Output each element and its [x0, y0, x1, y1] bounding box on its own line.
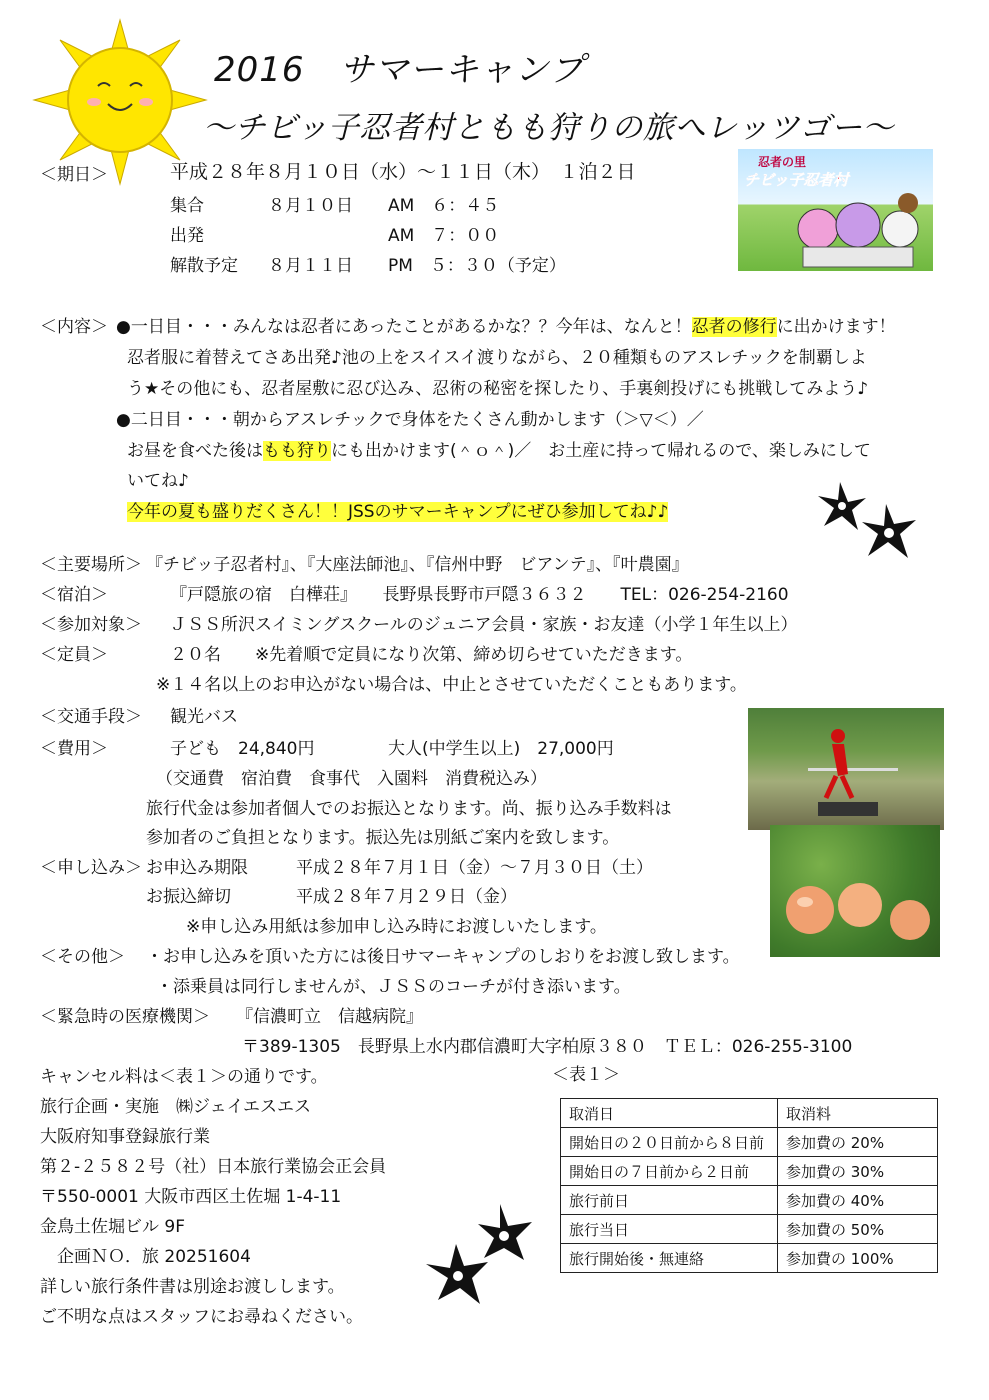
- day2-text-post: にも出かけます(＾ｏ＾)／ お土産に持って帰れるので、楽しみにして: [331, 441, 871, 461]
- schedule-row-name: 集合: [170, 196, 204, 216]
- table-cell: 参加費の 100%: [778, 1244, 938, 1273]
- content-day1-line3: う★その他にも、忍者屋敷に忍び込み、忍術の秘密を探したり、手裏剣投げにも挑戦してみよう♪: [127, 379, 869, 399]
- content-label: ＜内容＞: [40, 317, 108, 337]
- invite-highlight: 今年の夏も盛りだくさん！！JSSのサマーキャンプにぜひ参加してね♪♪: [127, 502, 669, 522]
- day2-text-pre: お昼を食べた後は: [127, 441, 263, 461]
- medical-address: 〒389-1305 長野県上水内郡信濃町大字柏原３８０ ＴＥＬ：026-255-3100: [242, 1037, 853, 1057]
- apply-payment: 平成２８年７月２９日（金）: [296, 887, 517, 907]
- schedule-date: 平成２８年８月１０日（水）～１１日（木） １泊２日: [170, 161, 636, 183]
- table-cell: 旅行当日: [561, 1215, 778, 1244]
- schedule-row-date: ８月１１日: [268, 256, 353, 276]
- table-caption: ＜表１＞: [552, 1065, 620, 1085]
- other-label: ＜その他＞: [40, 947, 125, 967]
- info-label-capacity: ＜定員＞: [40, 645, 108, 665]
- info-text-capacity: ２０名 ※先着順で定員になり次第、締め切らせていただきます。: [170, 645, 693, 665]
- table-row: [561, 1215, 938, 1244]
- table-header-cell: 取消料: [778, 1099, 938, 1128]
- day1-text-post: に出かけます！: [776, 317, 896, 337]
- schedule-row-date: ８月１０日: [268, 196, 353, 216]
- table-header-cell: 取消日: [561, 1099, 778, 1128]
- info-text-target: ＪＳＳ所沢スイミングスクールのジュニア会員・家族・お友達（小学１年生以上）: [170, 615, 798, 635]
- schedule-label: ＜期日＞: [40, 165, 108, 185]
- footer-line: 詳しい旅行条件書は別途お渡しします。: [40, 1277, 345, 1297]
- ninja-logo-top: 忍者の里: [758, 155, 807, 169]
- content-highlight-line: [127, 497, 668, 522]
- footer-line: 〒550-0001 大阪市西区土佐堀 1-4-11: [40, 1187, 342, 1207]
- schedule-row-name: 出発: [170, 226, 204, 246]
- content-day2-line3: いてね♪: [127, 471, 189, 491]
- shuriken-icon: [420, 1200, 550, 1310]
- ninja-logo-main: チビッ子忍者村: [744, 171, 849, 189]
- content-day2-line1: ●二日目・・・朝からアスレチックで身体をたくさん動かします（＞▽＜）／: [116, 410, 704, 430]
- table-cell: 開始日の２０日前から８日前: [561, 1128, 778, 1157]
- cancel-fee-table: [560, 1098, 938, 1273]
- peach-icon: [775, 860, 935, 955]
- fee-note-2: 参加者のご負担となります。振込先は別紙ご案内を致します。: [146, 828, 620, 848]
- table-row: [561, 1186, 938, 1215]
- fee-includes: （交通費 宿泊費 食事代 入園料 消費税込み）: [156, 769, 547, 789]
- fee-adult: 大人(中学生以上) 27,000円: [388, 739, 614, 759]
- table-header-row: [561, 1099, 938, 1128]
- ninja-characters-icon: [788, 189, 933, 271]
- content-day2-line2: [127, 436, 871, 461]
- footer-line: 第２-２５８２号（社）日本旅行業協会正会員: [40, 1157, 387, 1177]
- footer-line: 大阪府知事登録旅行業: [40, 1127, 210, 1147]
- table-cell: 開始日の７日前から２日前: [561, 1157, 778, 1186]
- ninja-athletic-photo: [748, 708, 944, 830]
- table-cell: 参加費の 40%: [778, 1186, 938, 1215]
- shuriken-icon: [812, 476, 922, 566]
- schedule-row-time: AM ７：００: [388, 226, 500, 246]
- table-cell: 参加費の 20%: [778, 1128, 938, 1157]
- content-day1-line1: [116, 312, 896, 337]
- info-label-target: ＜参加対象＞: [40, 615, 142, 635]
- page-subtitle: ～チビッ子忍者村ともも狩りの旅へレッツゴー～: [203, 110, 894, 146]
- info-text-lodging: 『戸隠旅の宿 白樺荘』 長野県長野市戸隠３６３２ TEL：026-254-2160: [170, 585, 789, 605]
- medical-name: 『信濃町立 信越病院』: [236, 1007, 423, 1027]
- table-cell: 参加費の 50%: [778, 1215, 938, 1244]
- day1-highlight: 忍者の修行: [691, 317, 777, 337]
- table-cell: 旅行前日: [561, 1186, 778, 1215]
- other-item-2: ・添乗員は同行しませんが、ＪＳＳのコーチが付き添います。: [156, 977, 631, 997]
- fee-label: ＜費用＞: [40, 739, 108, 759]
- page-title: 2016 サマーキャンプ: [214, 50, 585, 90]
- apply-note: ※申し込み用紙は参加申し込み時にお渡しいたします。: [186, 917, 607, 937]
- ninja-athlete-icon: [808, 718, 898, 828]
- schedule-row-name: 解散予定: [170, 256, 238, 276]
- table-row: [561, 1244, 938, 1273]
- table-row: [561, 1157, 938, 1186]
- table-cell: 旅行開始後・無連絡: [561, 1244, 778, 1273]
- apply-label: ＜申し込み＞: [40, 858, 142, 878]
- table-row: [561, 1128, 938, 1157]
- footer-line: 金鳥土佐堀ビル 9F: [40, 1217, 185, 1237]
- day2-highlight: もも狩り: [263, 441, 331, 461]
- medical-label: ＜緊急時の医療機関＞: [40, 1007, 210, 1027]
- apply-deadline-label: お申込み期限: [146, 858, 248, 878]
- transport-text: 観光バス: [170, 707, 238, 727]
- footer-line: 企画ＮＯ．旅 20251604: [40, 1247, 251, 1267]
- fee-child: 子ども 24,840円: [170, 739, 315, 759]
- info-label-lodging: ＜宿泊＞: [40, 585, 108, 605]
- other-item-1: ・お申し込みを頂いた方には後日サマーキャンプのしおりをお渡し致します。: [146, 947, 740, 967]
- content-day1-line2: 忍者服に着替えてさあ出発♪池の上をスイスイ渡りながら、２０種類ものアスレチックを制覇しよ: [127, 348, 867, 368]
- info-label-places: ＜主要場所＞: [40, 555, 142, 575]
- peach-photo: [770, 825, 940, 957]
- table-cell: 参加費の 30%: [778, 1157, 938, 1186]
- capacity-note: ※１４名以上のお申込がない場合は、中止とさせていただくこともあります。: [156, 675, 747, 695]
- schedule-row-time: AM ６：４５: [388, 196, 500, 216]
- cancel-note: キャンセル料は＜表１＞の通りです。: [40, 1067, 328, 1087]
- ninja-village-image: [738, 149, 933, 271]
- schedule-row-time: PM ５：３０（予定）: [388, 256, 566, 276]
- apply-deadline: 平成２８年７月１日（金）～７月３０日（土）: [296, 858, 653, 878]
- info-text-places: 『チビッ子忍者村』、『大座法師池』、『信州中野 ビアンテ』、『叶農園』: [146, 555, 689, 575]
- apply-payment-label: お振込締切: [146, 887, 231, 907]
- day1-text-pre: ●一日目・・・みんなは忍者にあったことがあるかな？？今年は、なんと！: [116, 317, 692, 337]
- fee-note-1: 旅行代金は参加者個人でのお振込となります。尚、振り込み手数料は: [146, 799, 672, 819]
- transport-label: ＜交通手段＞: [40, 707, 142, 727]
- footer-line: ご不明な点はスタッフにお尋ねください。: [40, 1307, 363, 1327]
- footer-line: 旅行企画・実施 ㈱ジェイエスエス: [40, 1097, 311, 1117]
